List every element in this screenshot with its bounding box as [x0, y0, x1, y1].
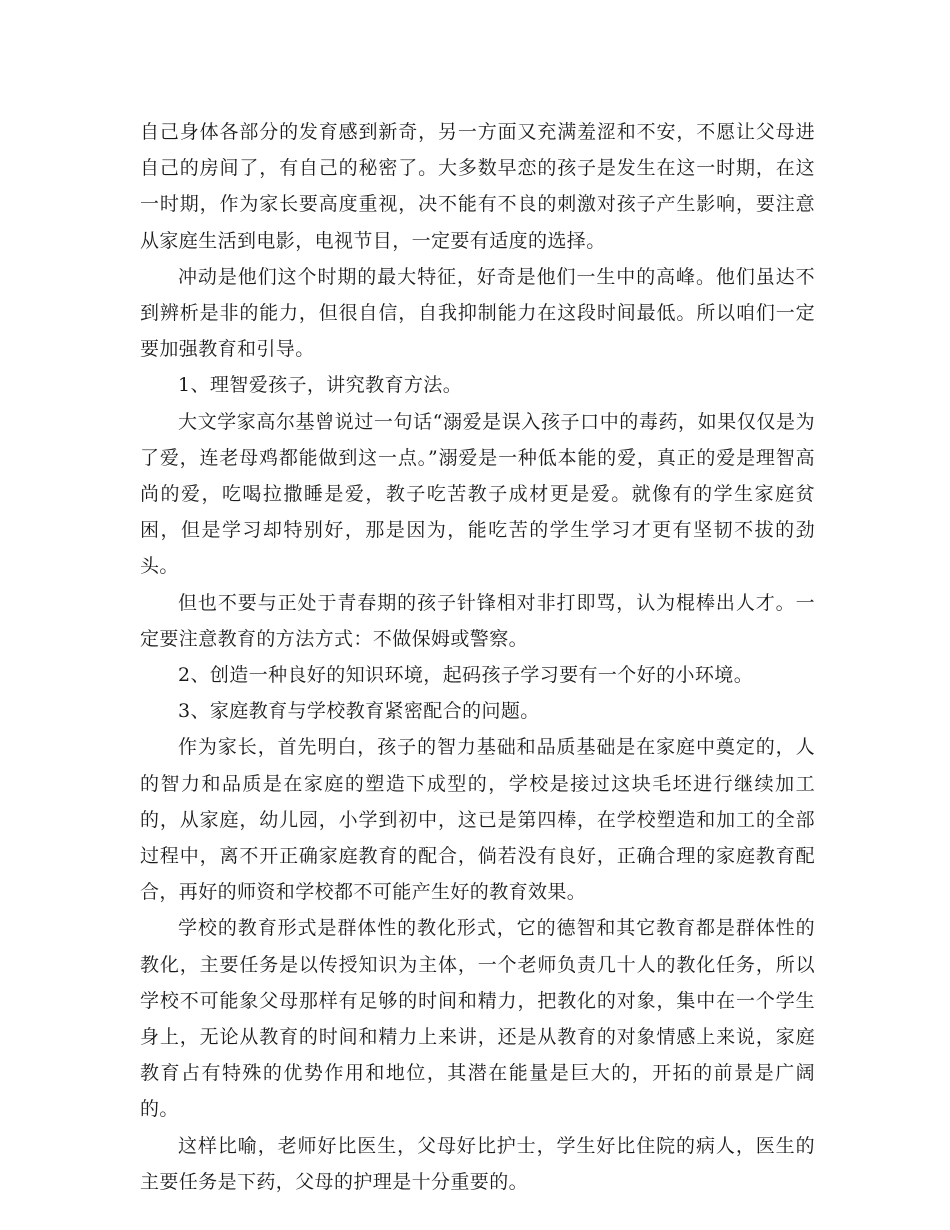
paragraph-7: 3、家庭教育与学校教育紧密配合的问题。 [178, 700, 540, 723]
document-body [140, 114, 815, 1200]
paragraph-8: 作为家长，首先明白，孩子的智力基础和品质基础是在家庭中奠定的，人的智力和品质是在家庭的塑造下成型的，学校是接过这块毛坯进行继续加工的，从家庭，幼儿园，小学到初中，这已是第四棒，在学校塑造和加工的全部过程中，离不开正确家庭教育的配合，倘若没有良好，正确合理的家庭教育配合，再好的师资和学校都不可能产生好的教育效果。 [140, 736, 815, 904]
paragraph-10: 这样比喻，老师好比医生，父母好比护士，学生好比住院的病人，医生的主要任务是下药，父母的护理是十分重要的。 [140, 1134, 815, 1193]
paragraph-6: 2、创造一种良好的知识环境，起码孩子学习要有一个好的小环境。 [178, 664, 754, 687]
paragraph-3: 1、理智爱孩子，讲究教育方法。 [178, 374, 463, 397]
paragraph-9: 学校的教育形式是群体性的教化形式，它的德智和其它教育都是群体性的教化，主要任务是以传授知识为主体，一个老师负责几十人的教化任务，所以学校不可能象父母那样有足够的时间和精力，把教化的对象，集中在一个学生身上，无论从教育的时间和精力上来讲，还是从教育的对象情感上来说，家庭教育占有特殊的优势作用和地位，其潜在能量是巨大的，开拓的前景是广阔的。 [140, 917, 815, 1121]
paragraph-4: 大文学家高尔基曾说过一句话“溺爱是误入孩子口中的毒药，如果仅仅是为了爱，连老母鸡都能做到这一点。”溺爱是一种低本能的爱，真正的爱是理智高尚的爱，吃喝拉撒睡是爱，教子吃苦教子成材更是爱。就像有的学生家庭贫困，但是学习却特别好，那是因为，能吃苦的学生学习才更有坚韧不拔的劲头。 [140, 410, 815, 578]
paragraph-1: 自己身体各部分的发育感到新奇，另一方面又充满羞涩和不安，不愿让父母进自己的房间了，有自己的秘密了。大多数早恋的孩子是发生在这一时期，在这一时期，作为家长要高度重视，决不能有不良的刺激对孩子产生影响，要注意从家庭生活到电影，电视节目，一定要有适度的选择。 [140, 121, 815, 252]
paragraph-2: 冲动是他们这个时期的最大特征，好奇是他们一生中的高峰。他们虽达不到辨析是非的能力，但很自信，自我抑制能力在这段时间最低。所以咱们一定要加强教育和引导。 [140, 265, 815, 361]
paragraph-5: 但也不要与正处于青春期的孩子针锋相对非打即骂，认为棍棒出人才。一定要注意教育的方法方式：不做保姆或警察。 [140, 591, 815, 650]
